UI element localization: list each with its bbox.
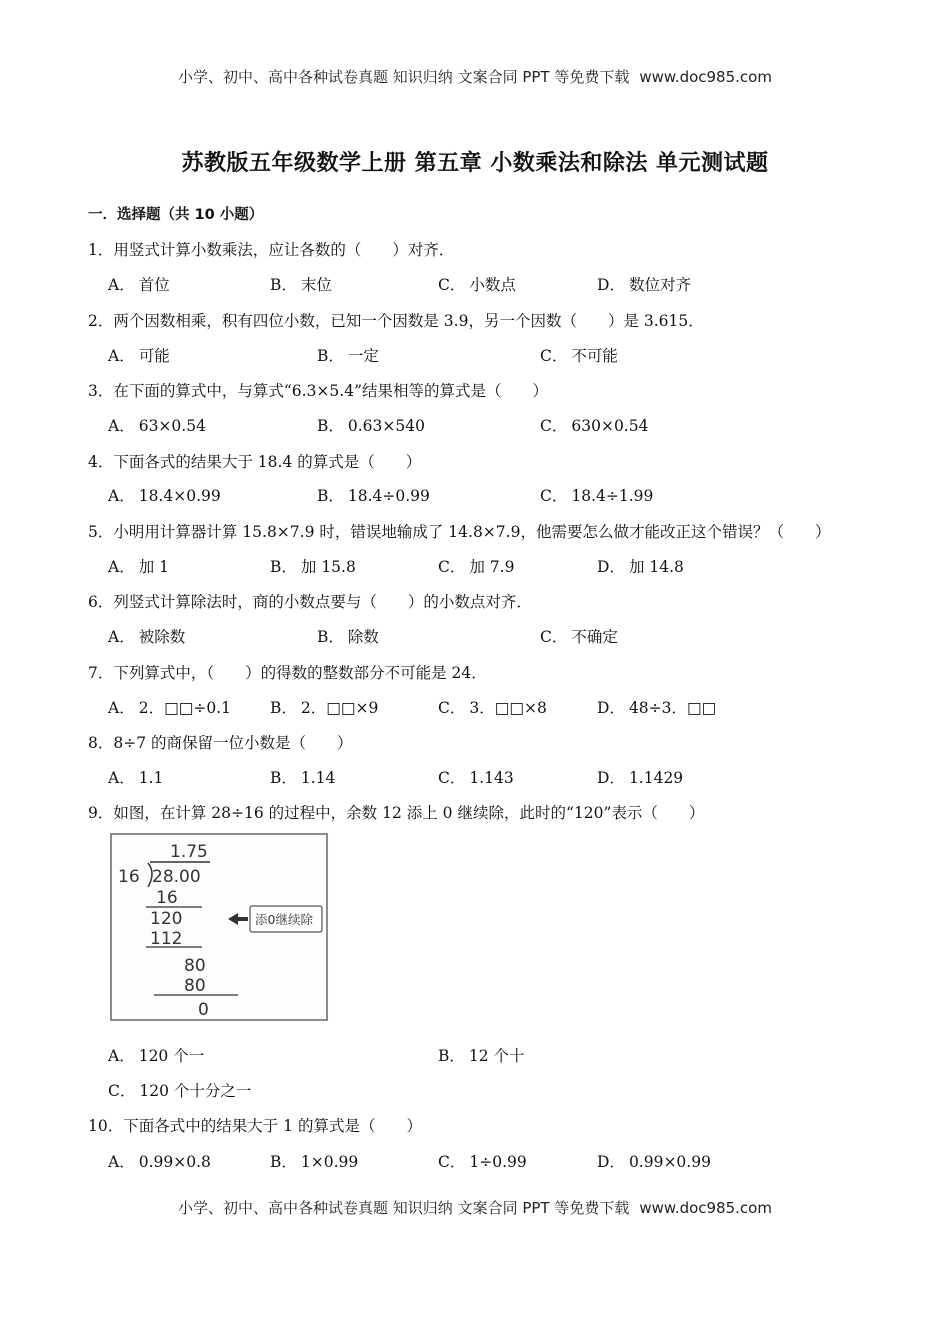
long-division-svg (110, 833, 330, 1023)
section-heading: 一．选择题（共 10 小题） (88, 207, 264, 223)
footer-banner (0, 1197, 950, 1218)
row-112: 112 (150, 929, 183, 949)
option-d[interactable]: D． 加 14.8 (597, 558, 684, 576)
option-c[interactable]: C． 不可能 (540, 347, 618, 365)
option-b[interactable]: B． 1×0.99 (270, 1153, 359, 1171)
option-b[interactable]: B． 加 15.8 (270, 558, 356, 576)
option-b[interactable]: B． 除数 (317, 628, 379, 646)
option-b[interactable]: B． 一定 (317, 347, 379, 365)
row-120: 120 (150, 909, 183, 929)
note-text: 添0继续除 (255, 912, 313, 927)
question-6: 6．列竖式计算除法时，商的小数点要与（ ）的小数点对齐． (88, 593, 532, 611)
option-d[interactable]: D． 数位对齐 (597, 276, 691, 294)
footer-site[interactable]: www.doc985.com (639, 1199, 772, 1217)
option-a[interactable]: A． 2．□□÷0.1 (108, 699, 231, 717)
header-site[interactable]: www.doc985.com (639, 68, 772, 86)
question-4: 4．下面各式的结果大于 18.4 的算式是（ ） (88, 453, 422, 471)
option-d[interactable]: D． 1.1429 (597, 769, 684, 787)
page-title: 苏教版五年级数学上册 第五章 小数乘法和除法 单元测试题 (181, 151, 769, 176)
question-10: 10．下面各式中的结果大于 1 的算式是（ ） (88, 1117, 422, 1135)
option-c[interactable]: C． 不确定 (540, 628, 618, 646)
footer-text: 小学、初中、高中各种试卷真题 知识归纳 文案合同 PPT 等免费下载 (178, 1199, 630, 1217)
option-a[interactable]: A． 120 个一 (108, 1047, 205, 1065)
question-7: 7．下列算式中，（ ）的得数的整数部分不可能是 24． (88, 664, 487, 682)
option-c[interactable]: C． 1.143 (438, 769, 514, 787)
header-text: 小学、初中、高中各种试卷真题 知识归纳 文案合同 PPT 等免费下载 (178, 68, 630, 86)
quotient-text: 1.75 (170, 842, 208, 862)
option-c[interactable]: C． 18.4÷1.99 (540, 487, 654, 505)
option-a[interactable]: A． 被除数 (108, 628, 186, 646)
dividend-text: 28.00 (152, 867, 201, 887)
option-a[interactable]: A． 18.4×0.99 (108, 487, 221, 505)
long-division-figure (110, 833, 330, 1023)
option-b[interactable]: B． 0.63×540 (317, 417, 425, 435)
option-b[interactable]: B． 18.4÷0.99 (317, 487, 430, 505)
header-banner (0, 66, 950, 87)
option-b[interactable]: B． 12 个十 (438, 1047, 525, 1065)
row-80-a: 80 (184, 956, 206, 976)
option-d[interactable]: D． 48÷3．□□ (597, 699, 717, 717)
question-9: 9．如图，在计算 28÷16 的过程中，余数 12 添上 0 继续除，此时的“120”表示（ ） (88, 804, 705, 822)
option-c[interactable]: C． 630×0.54 (540, 417, 649, 435)
arrow-icon (228, 913, 248, 925)
option-c[interactable]: C． 1÷0.99 (438, 1153, 527, 1171)
option-a[interactable]: A． 加 1 (108, 558, 169, 576)
option-b[interactable]: B． 1.14 (270, 769, 336, 787)
question-1: 1．用竖式计算小数乘法，应让各数的（ ）对齐． (88, 241, 455, 259)
option-a[interactable]: A． 1.1 (108, 769, 164, 787)
option-a[interactable]: A． 63×0.54 (108, 417, 206, 435)
row-80-b: 80 (184, 976, 206, 996)
option-b[interactable]: B． 末位 (270, 276, 332, 294)
option-a[interactable]: A． 0.99×0.8 (108, 1153, 211, 1171)
question-5: 5．小明用计算器计算 15.8×7.9 时，错误地输成了 14.8×7.9，他需要怎么做才能改正这个错误？（ ） (88, 523, 831, 541)
option-b[interactable]: B． 2．□□×9 (270, 699, 379, 717)
option-c[interactable]: C． 120 个十分之一 (108, 1082, 252, 1100)
question-8: 8．8÷7 的商保留一位小数是（ ） (88, 734, 353, 752)
option-d[interactable]: D． 0.99×0.99 (597, 1153, 711, 1171)
row-16: 16 (156, 888, 178, 908)
option-c[interactable]: C． 小数点 (438, 276, 516, 294)
option-c[interactable]: C． 加 7.9 (438, 558, 515, 576)
question-2: 2．两个因数相乘，积有四位小数，已知一个因数是 3.9，另一个因数（ ）是 3.615． (88, 312, 704, 330)
question-3: 3．在下面的算式中，与算式“6.3×5.4”结果相等的算式是（ ） (88, 382, 548, 400)
divisor-text: 16 (118, 867, 140, 887)
option-c[interactable]: C． 3．□□×8 (438, 699, 547, 717)
option-a[interactable]: A． 首位 (108, 276, 170, 294)
row-0: 0 (198, 1000, 209, 1020)
option-a[interactable]: A． 可能 (108, 347, 170, 365)
